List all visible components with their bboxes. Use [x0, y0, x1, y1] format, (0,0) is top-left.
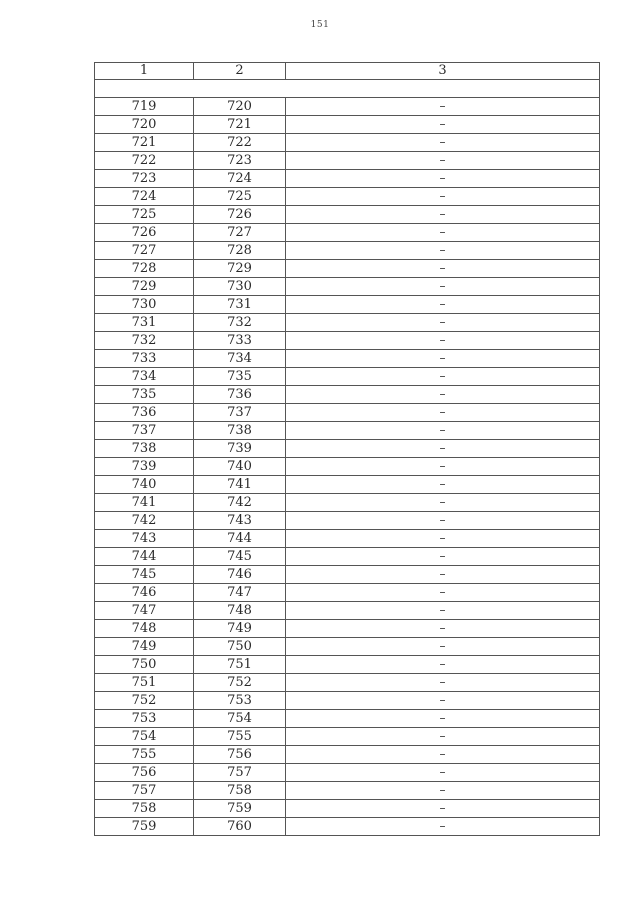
table-cell-col-3: –	[286, 98, 600, 116]
table-cell-col-1: 757	[95, 782, 194, 800]
table-cell-col-2: 729	[194, 260, 286, 278]
table-cell-col-3: –	[286, 674, 600, 692]
table-cell-col-1: 745	[95, 566, 194, 584]
table-cell-col-2: 726	[194, 206, 286, 224]
table-cell-col-1: 743	[95, 530, 194, 548]
table-row	[95, 764, 600, 782]
table-cell-col-1: 750	[95, 656, 194, 674]
table-cell-col-1: 748	[95, 620, 194, 638]
table-cell-col-3: –	[286, 260, 600, 278]
table-cell-col-2: 753	[194, 692, 286, 710]
table-cell-col-3: –	[286, 782, 600, 800]
table-cell-col-3: –	[286, 638, 600, 656]
table-cell-col-3: –	[286, 710, 600, 728]
table-cell-col-2: 748	[194, 602, 286, 620]
page-number: 151	[310, 20, 330, 30]
table-cell-col-2: 724	[194, 170, 286, 188]
table-row	[95, 638, 600, 656]
table-cell-col-3: –	[286, 746, 600, 764]
table-cell-col-2: 721	[194, 116, 286, 134]
table-row	[95, 422, 600, 440]
table-row	[95, 674, 600, 692]
table-cell-col-2: 745	[194, 548, 286, 566]
column-header-2: 2	[194, 63, 286, 80]
table-row	[95, 296, 600, 314]
table-cell-col-3: –	[286, 728, 600, 746]
table-cell-col-1: 738	[95, 440, 194, 458]
table-cell-col-2: 734	[194, 350, 286, 368]
table-cell-col-1: 731	[95, 314, 194, 332]
table-cell-col-2: 758	[194, 782, 286, 800]
table-cell-col-2: 747	[194, 584, 286, 602]
table-row	[95, 692, 600, 710]
table-cell-col-1: 720	[95, 116, 194, 134]
table-row	[95, 710, 600, 728]
table-cell-col-1: 721	[95, 134, 194, 152]
table-cell-col-1: 727	[95, 242, 194, 260]
table-cell-col-3: –	[286, 548, 600, 566]
table-row	[95, 440, 600, 458]
table-cell-col-2: 727	[194, 224, 286, 242]
table-header-row	[95, 63, 600, 80]
table-row	[95, 818, 600, 836]
table-row	[95, 656, 600, 674]
table-cell-col-1: 735	[95, 386, 194, 404]
table-cell-col-1: 733	[95, 350, 194, 368]
table-cell-col-1: 751	[95, 674, 194, 692]
table-cell-col-1: 752	[95, 692, 194, 710]
table-cell-col-2: 756	[194, 746, 286, 764]
table-row	[95, 494, 600, 512]
table-cell-col-3: –	[286, 764, 600, 782]
table-cell-col-3: –	[286, 512, 600, 530]
table-cell-col-2: 757	[194, 764, 286, 782]
table-cell-col-3: –	[286, 206, 600, 224]
table-cell-col-2: 725	[194, 188, 286, 206]
table-row	[95, 314, 600, 332]
table-cell-col-1: 719	[95, 98, 194, 116]
table-cell-col-1: 756	[95, 764, 194, 782]
table-cell-col-1: 732	[95, 332, 194, 350]
table-cell-col-2: 738	[194, 422, 286, 440]
table-cell-col-1: 728	[95, 260, 194, 278]
table-row	[95, 242, 600, 260]
table-row	[95, 134, 600, 152]
table-cell-col-1: 726	[95, 224, 194, 242]
table-cell-col-3: –	[286, 188, 600, 206]
table-cell-col-2: 744	[194, 530, 286, 548]
table-cell-col-1: 736	[95, 404, 194, 422]
table-cell-col-3: –	[286, 494, 600, 512]
table-cell-col-2: 733	[194, 332, 286, 350]
table-row	[95, 548, 600, 566]
table-cell-col-3: –	[286, 278, 600, 296]
table-row	[95, 512, 600, 530]
table-cell-col-2: 736	[194, 386, 286, 404]
table-cell-col-3: –	[286, 332, 600, 350]
table-cell-col-2: 743	[194, 512, 286, 530]
column-header-3: 3	[286, 63, 600, 80]
table-row	[95, 332, 600, 350]
table-row	[95, 476, 600, 494]
table-cell-col-2: 722	[194, 134, 286, 152]
table-row	[95, 152, 600, 170]
table-cell-col-1: 725	[95, 206, 194, 224]
table-cell-col-2: 732	[194, 314, 286, 332]
table-cell-col-3: –	[286, 692, 600, 710]
table-cell-col-1: 741	[95, 494, 194, 512]
table-cell-col-2: 730	[194, 278, 286, 296]
table-cell-col-3: –	[286, 440, 600, 458]
table-row	[95, 350, 600, 368]
table-cell-col-2: 737	[194, 404, 286, 422]
table-row	[95, 782, 600, 800]
table-row	[95, 566, 600, 584]
table-cell-col-2: 751	[194, 656, 286, 674]
table-cell-col-1: 723	[95, 170, 194, 188]
table-row	[95, 530, 600, 548]
table-cell-col-3: –	[286, 296, 600, 314]
table-cell-col-1: 755	[95, 746, 194, 764]
table-row	[95, 728, 600, 746]
table-row	[95, 98, 600, 116]
table-row	[95, 170, 600, 188]
table-cell-col-1: 749	[95, 638, 194, 656]
table-cell-col-3: –	[286, 386, 600, 404]
table-cell-col-3: –	[286, 584, 600, 602]
data-table	[94, 62, 600, 836]
table-row	[95, 368, 600, 386]
table-cell-col-3: –	[286, 242, 600, 260]
table-cell-col-1: 729	[95, 278, 194, 296]
spacer-cell	[95, 80, 600, 98]
table-row	[95, 260, 600, 278]
table-cell-col-2: 731	[194, 296, 286, 314]
table-cell-col-2: 735	[194, 368, 286, 386]
table-cell-col-2: 741	[194, 476, 286, 494]
table-row	[95, 404, 600, 422]
table-body	[95, 80, 600, 836]
table-cell-col-3: –	[286, 350, 600, 368]
table-cell-col-1: 734	[95, 368, 194, 386]
table-cell-col-2: 749	[194, 620, 286, 638]
table-cell-col-2: 746	[194, 566, 286, 584]
table-cell-col-3: –	[286, 620, 600, 638]
table-row	[95, 620, 600, 638]
table-cell-col-2: 754	[194, 710, 286, 728]
table-cell-col-3: –	[286, 530, 600, 548]
table-cell-col-1: 739	[95, 458, 194, 476]
table-cell-col-3: –	[286, 404, 600, 422]
table-cell-col-1: 740	[95, 476, 194, 494]
table-row	[95, 458, 600, 476]
table-cell-col-3: –	[286, 422, 600, 440]
table-row	[95, 584, 600, 602]
table-cell-col-3: –	[286, 602, 600, 620]
table-cell-col-1: 759	[95, 818, 194, 836]
table-row	[95, 116, 600, 134]
table-cell-col-3: –	[286, 800, 600, 818]
table-cell-col-3: –	[286, 224, 600, 242]
table-cell-col-1: 758	[95, 800, 194, 818]
table-cell-col-2: 720	[194, 98, 286, 116]
table-row	[95, 800, 600, 818]
table-cell-col-1: 746	[95, 584, 194, 602]
table-cell-col-2: 760	[194, 818, 286, 836]
table-cell-col-2: 723	[194, 152, 286, 170]
table-row	[95, 188, 600, 206]
table-cell-col-2: 759	[194, 800, 286, 818]
table-cell-col-3: –	[286, 170, 600, 188]
table-row	[95, 224, 600, 242]
table-cell-col-2: 728	[194, 242, 286, 260]
table-cell-col-1: 744	[95, 548, 194, 566]
table-row	[95, 746, 600, 764]
table-cell-col-3: –	[286, 566, 600, 584]
table-row	[95, 602, 600, 620]
table-cell-col-3: –	[286, 818, 600, 836]
table-row	[95, 206, 600, 224]
table-cell-col-2: 739	[194, 440, 286, 458]
table-cell-col-1: 737	[95, 422, 194, 440]
table-cell-col-2: 742	[194, 494, 286, 512]
table-cell-col-3: –	[286, 314, 600, 332]
table-cell-col-2: 752	[194, 674, 286, 692]
table-cell-col-1: 730	[95, 296, 194, 314]
table-cell-col-3: –	[286, 368, 600, 386]
table-cell-col-2: 755	[194, 728, 286, 746]
table-cell-col-3: –	[286, 458, 600, 476]
table-row	[95, 278, 600, 296]
table-cell-col-1: 747	[95, 602, 194, 620]
table-cell-col-1: 753	[95, 710, 194, 728]
table-cell-col-1: 724	[95, 188, 194, 206]
table-cell-col-2: 750	[194, 638, 286, 656]
table-row	[95, 386, 600, 404]
table-cell-col-3: –	[286, 134, 600, 152]
table-cell-col-1: 722	[95, 152, 194, 170]
table-cell-col-3: –	[286, 656, 600, 674]
table-cell-col-3: –	[286, 152, 600, 170]
table-cell-col-1: 742	[95, 512, 194, 530]
table-cell-col-1: 754	[95, 728, 194, 746]
table-spacer-row	[95, 80, 600, 98]
table-cell-col-2: 740	[194, 458, 286, 476]
column-header-1: 1	[95, 63, 194, 80]
table-cell-col-3: –	[286, 116, 600, 134]
table-cell-col-3: –	[286, 476, 600, 494]
